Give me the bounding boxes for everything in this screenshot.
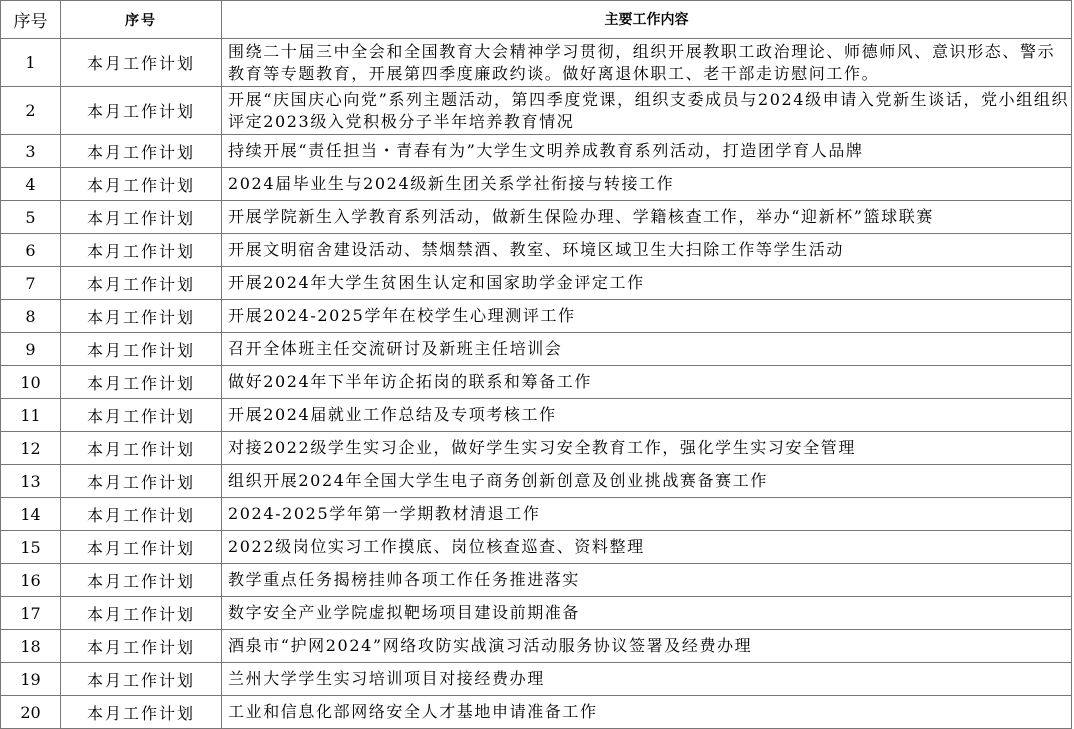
- header-seq: 序号: [1, 1, 61, 39]
- row-number-cell[interactable]: 4: [1, 168, 61, 201]
- row-number-cell[interactable]: 9: [1, 333, 61, 366]
- table-row[interactable]: [1, 696, 1072, 729]
- row-content-cell[interactable]: 开展2024年大学生贫困生认定和国家助学金评定工作: [222, 267, 1072, 300]
- row-content-cell[interactable]: 教学重点任务揭榜挂帅各项工作任务推进落实: [222, 564, 1072, 597]
- row-type-cell[interactable]: 本月工作计划: [61, 432, 222, 465]
- row-content-cell[interactable]: 开展2024届就业工作总结及专项考核工作: [222, 399, 1072, 432]
- row-number-cell[interactable]: 10: [1, 366, 61, 399]
- row-type-cell[interactable]: 本月工作计划: [61, 333, 222, 366]
- row-content-cell[interactable]: 2024-2025学年第一学期教材清退工作: [222, 498, 1072, 531]
- table-row[interactable]: [1, 333, 1072, 366]
- table-row[interactable]: [1, 234, 1072, 267]
- table-row[interactable]: [1, 267, 1072, 300]
- row-number-cell[interactable]: 5: [1, 201, 61, 234]
- row-content-cell[interactable]: 开展“庆国庆心向党”系列主题活动，第四季度党课，组织支委成员与2024级申请入党新生谈话，党小组组织评定2023级入党积极分子半年培养教育情况: [222, 87, 1072, 135]
- row-number-cell[interactable]: 8: [1, 300, 61, 333]
- row-number-cell[interactable]: 18: [1, 630, 61, 663]
- row-type-cell[interactable]: 本月工作计划: [61, 366, 222, 399]
- table-row[interactable]: [1, 432, 1072, 465]
- table-row[interactable]: [1, 366, 1072, 399]
- row-content-cell[interactable]: 酒泉市“护网2024”网络攻防实战演习活动服务协议签署及经费办理: [222, 630, 1072, 663]
- row-type-cell[interactable]: 本月工作计划: [61, 300, 222, 333]
- row-number-cell[interactable]: 13: [1, 465, 61, 498]
- row-content-cell[interactable]: 工业和信息化部网络安全人才基地申请准备工作: [222, 696, 1072, 729]
- row-number-cell[interactable]: 17: [1, 597, 61, 630]
- row-type-cell[interactable]: 本月工作计划: [61, 234, 222, 267]
- row-number-cell[interactable]: 20: [1, 696, 61, 729]
- row-number-cell[interactable]: 11: [1, 399, 61, 432]
- row-content-cell[interactable]: 召开全体班主任交流研讨及新班主任培训会: [222, 333, 1072, 366]
- row-number-cell[interactable]: 6: [1, 234, 61, 267]
- table-row[interactable]: [1, 399, 1072, 432]
- row-type-cell[interactable]: 本月工作计划: [61, 201, 222, 234]
- row-content-cell[interactable]: 做好2024年下半年访企拓岗的联系和筹备工作: [222, 366, 1072, 399]
- row-content-cell[interactable]: 组织开展2024年全国大学生电子商务创新创意及创业挑战赛备赛工作: [222, 465, 1072, 498]
- row-content-cell[interactable]: 2024届毕业生与2024级新生团关系学社衔接与转接工作: [222, 168, 1072, 201]
- header-row: [1, 1, 1072, 39]
- row-type-cell[interactable]: 本月工作计划: [61, 39, 222, 87]
- table-row[interactable]: [1, 531, 1072, 564]
- row-type-cell[interactable]: 本月工作计划: [61, 531, 222, 564]
- row-type-cell[interactable]: 本月工作计划: [61, 564, 222, 597]
- row-type-cell[interactable]: 本月工作计划: [61, 663, 222, 696]
- row-type-cell[interactable]: 本月工作计划: [61, 597, 222, 630]
- row-number-cell[interactable]: 1: [1, 39, 61, 87]
- row-number-cell[interactable]: 12: [1, 432, 61, 465]
- row-type-cell[interactable]: 本月工作计划: [61, 498, 222, 531]
- header-seq-2: 序号: [61, 1, 222, 39]
- table-row[interactable]: [1, 300, 1072, 333]
- row-number-cell[interactable]: 16: [1, 564, 61, 597]
- row-type-cell[interactable]: 本月工作计划: [61, 399, 222, 432]
- row-content-cell[interactable]: 兰州大学学生实习培训项目对接经费办理: [222, 663, 1072, 696]
- table-row[interactable]: [1, 630, 1072, 663]
- row-content-cell[interactable]: 2022级岗位实习工作摸底、岗位核查巡查、资料整理: [222, 531, 1072, 564]
- header-content: 主要工作内容: [222, 1, 1072, 39]
- table-row[interactable]: [1, 135, 1072, 168]
- row-content-cell[interactable]: 持续开展“责任担当・青春有为”大学生文明养成教育系列活动，打造团学育人品牌: [222, 135, 1072, 168]
- table-row[interactable]: [1, 201, 1072, 234]
- row-number-cell[interactable]: 2: [1, 87, 61, 135]
- row-number-cell[interactable]: 3: [1, 135, 61, 168]
- row-type-cell[interactable]: 本月工作计划: [61, 696, 222, 729]
- row-content-cell[interactable]: 对接2022级学生实习企业，做好学生实习安全教育工作，强化学生实习安全管理: [222, 432, 1072, 465]
- row-content-cell[interactable]: 开展文明宿舍建设活动、禁烟禁酒、教室、环境区域卫生大扫除工作等学生活动: [222, 234, 1072, 267]
- row-content-cell[interactable]: 开展学院新生入学教育系列活动，做新生保险办理、学籍核查工作，举办“迎新杯”篮球联赛: [222, 201, 1072, 234]
- row-content-cell[interactable]: 围绕二十届三中全会和全国教育大会精神学习贯彻，组织开展教职工政治理论、师德师风、意识形态、警示教育等专题教育，开展第四季度廉政约谈。做好离退休职工、老干部走访慰问工作。: [222, 39, 1072, 87]
- row-type-cell[interactable]: 本月工作计划: [61, 168, 222, 201]
- row-content-cell[interactable]: 数字安全产业学院虚拟靶场项目建设前期准备: [222, 597, 1072, 630]
- row-type-cell[interactable]: 本月工作计划: [61, 630, 222, 663]
- row-type-cell[interactable]: 本月工作计划: [61, 87, 222, 135]
- row-type-cell[interactable]: 本月工作计划: [61, 267, 222, 300]
- row-content-cell[interactable]: 开展2024-2025学年在校学生心理测评工作: [222, 300, 1072, 333]
- table-row[interactable]: [1, 168, 1072, 201]
- row-type-cell[interactable]: 本月工作计划: [61, 465, 222, 498]
- row-number-cell[interactable]: 15: [1, 531, 61, 564]
- row-type-cell[interactable]: 本月工作计划: [61, 135, 222, 168]
- table-row[interactable]: [1, 564, 1072, 597]
- table-row[interactable]: [1, 597, 1072, 630]
- table-row[interactable]: [1, 39, 1072, 87]
- row-number-cell[interactable]: 19: [1, 663, 61, 696]
- table-row[interactable]: [1, 87, 1072, 135]
- table-row[interactable]: [1, 465, 1072, 498]
- row-number-cell[interactable]: 7: [1, 267, 61, 300]
- table-row[interactable]: [1, 663, 1072, 696]
- table-row[interactable]: [1, 498, 1072, 531]
- row-number-cell[interactable]: 14: [1, 498, 61, 531]
